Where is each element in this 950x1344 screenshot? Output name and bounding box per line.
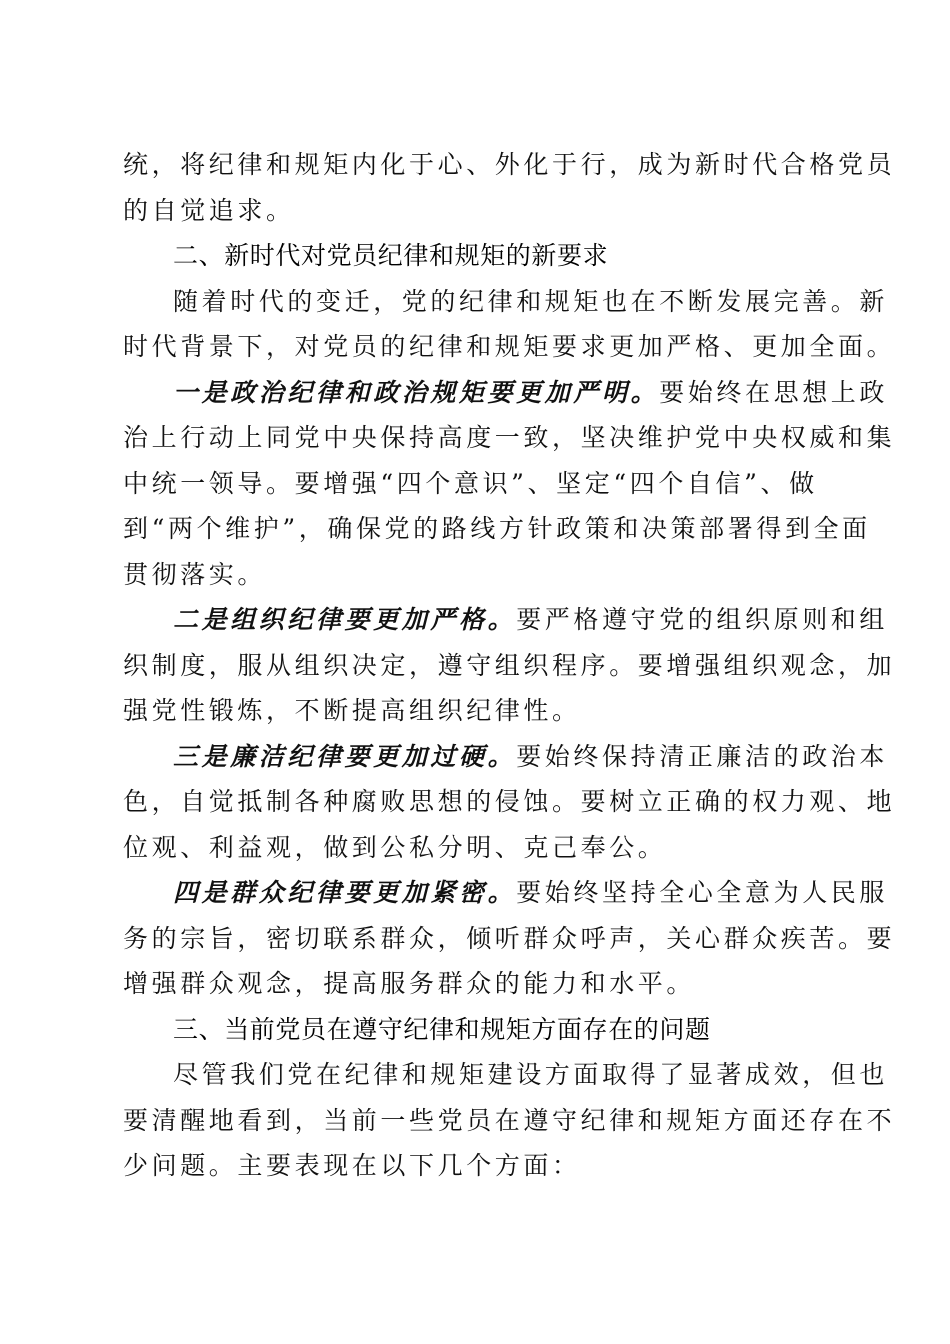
document-body [123, 142, 896, 1189]
lead-sentence: 二是组织纪律要更加严格。 [173, 605, 517, 634]
body-text: 要严格遵守党的组织原则和组 [516, 605, 889, 634]
body-line: 贯彻落实。 [123, 559, 267, 589]
lead-sentence: 三是廉洁纪律要更加过硬。 [173, 741, 517, 771]
body-line: 色，自觉抵制各种腐败思想的侵蚀。要树立正确的权力观、地 [123, 787, 896, 816]
body-text: 要始终在思想上政 [659, 377, 889, 407]
body-line: 织制度，服从组织决定，遵守组织程序。要增强组织观念，加 [123, 650, 896, 680]
body-line: 的自觉追求。 [123, 195, 295, 225]
section-heading: 二、新时代对党员纪律和规矩的新要求 [173, 241, 609, 270]
body-text: 要始终保持清正廉洁的政治本 [516, 741, 889, 771]
body-text: 要始终坚持全心全意为人民服 [516, 878, 889, 907]
paragraph-first-line [123, 870, 889, 916]
body-line: 少问题。主要表现在以下几个方面： [123, 1151, 581, 1180]
body-line: 要清醒地看到，当前一些党员在遵守纪律和规矩方面还存在不 [123, 1105, 896, 1135]
body-line: 务的宗旨，密切联系群众，倾听群众呼声，关心群众疾苦。要 [123, 923, 896, 953]
body-line: 治上行动上同党中央保持高度一致，坚决维护党中央权威和集 [123, 423, 896, 452]
paragraph-first-line: 尽管我们党在纪律和规矩建设方面取得了显著成效，但也 [173, 1060, 889, 1089]
body-line: 中统一领导。要增强“四个意识”、坚定“四个自信”、做 [123, 468, 818, 498]
lead-sentence: 一是政治纪律和政治规矩要更加严明。 [173, 377, 660, 407]
paragraph-first-line: 随着时代的变迁，党的纪律和规矩也在不断发展完善。新 [173, 286, 889, 316]
body-line: 增强群众观念，提高服务群众的能力和水平。 [123, 969, 696, 998]
body-line: 统，将纪律和规矩内化于心、外化于行，成为新时代合格党员 [123, 150, 896, 179]
paragraph-first-line [123, 370, 889, 416]
paragraph-first-line [123, 734, 889, 780]
body-line: 到“两个维护”，确保党的路线方针政策和决策部署得到全面 [123, 514, 871, 543]
body-line: 位观、利益观，做到公私分明、克己奉公。 [123, 832, 667, 862]
body-line: 强党性锻炼，不断提高组织纪律性。 [123, 696, 581, 725]
section-heading: 三、当前党员在遵守纪律和规矩方面存在的问题 [173, 1014, 711, 1044]
lead-sentence: 四是群众纪律要更加紧密。 [173, 878, 517, 907]
paragraph-first-line [123, 597, 889, 643]
body-line: 时代背景下，对党员的纪律和规矩要求更加严格、更加全面。 [123, 332, 896, 361]
